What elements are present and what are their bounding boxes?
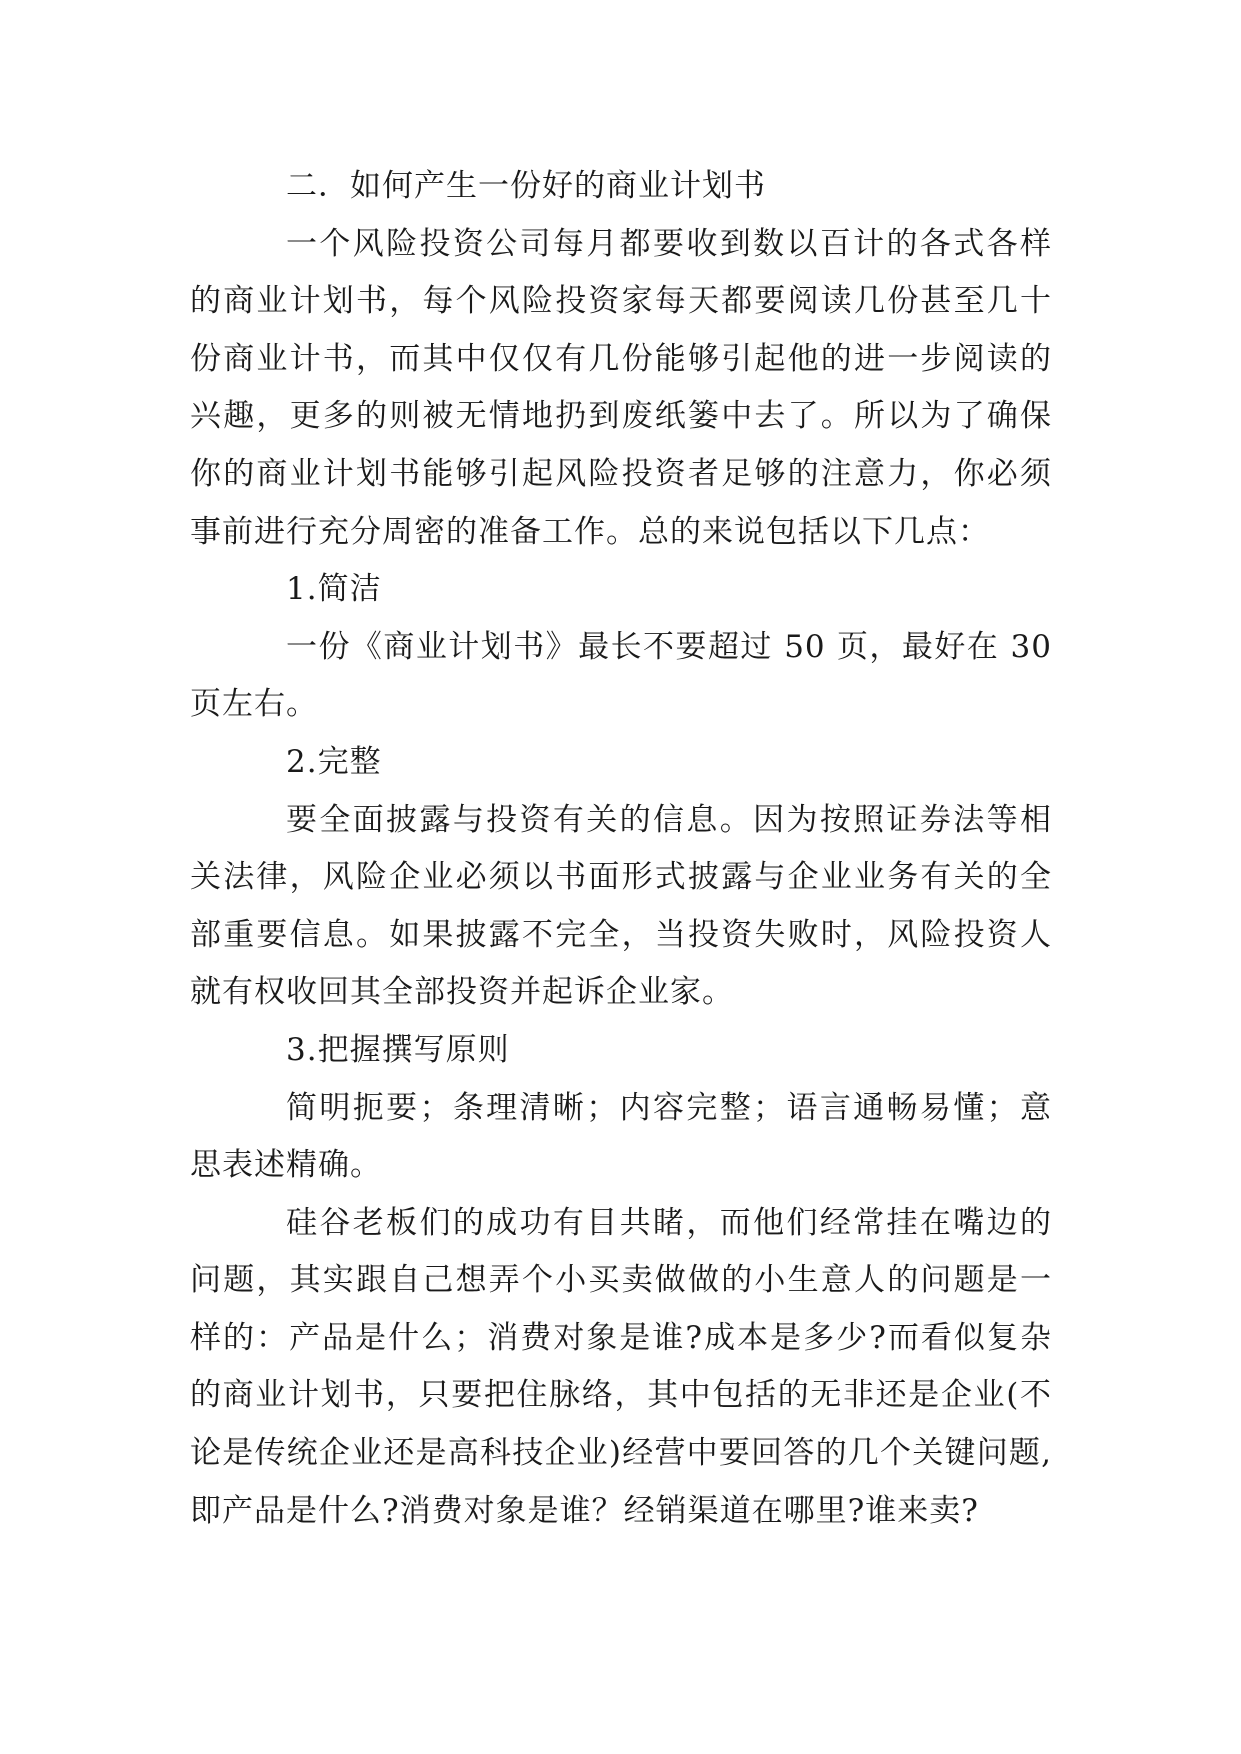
- closing-paragraph: 硅谷老板们的成功有目共睹，而他们经常挂在嘴边的问题，其实跟自己想弄个小买卖做做的小生意人的问题是一样的：产品是什么；消费对象是谁?成本是多少?而看似复杂的商业计划书，只要把住脉络，其中包括的无非还是企业(不论是传统企业还是高科技企业)经营中要回答的几个关键问题,即产品是什么?消费对象是谁？经销渠道在哪里?谁来卖?: [190, 1204, 1052, 1529]
- document-body: [190, 158, 1052, 1540]
- section-title: 二．如何产生一份好的商业计划书: [286, 168, 766, 204]
- point-body-3: 简明扼要；条理清晰；内容完整；语言通畅易懂；意思表述精确。: [190, 1089, 1052, 1184]
- point-heading-1: 1.简洁: [286, 571, 382, 608]
- point-heading-2: 2.完整: [286, 743, 382, 780]
- point-body-1: 一份《商业计划书》最长不要超过 50 页，最好在 30 页左右。: [190, 628, 1052, 723]
- point-heading-3: 3.把握撰写原则: [286, 1031, 510, 1068]
- intro-paragraph: 一个风险投资公司每月都要收到数以百计的各式各样的商业计划书，每个风险投资家每天都要阅读几份甚至几十份商业计书，而其中仅仅有几份能够引起他的进一步阅读的兴趣，更多的则被无情地扔到废纸篓中去了。所以为了确保你的商业计划书能够引起风险投资者足够的注意力，你必须事前进行充分周密的准备工作。总的来说包括以下几点：: [190, 225, 1052, 550]
- point-body-2: 要全面披露与投资有关的信息。因为按照证券法等相关法律，风险企业必须以书面形式披露与企业业务有关的全部重要信息。如果披露不完全，当投资失败时，风险投资人就有权收回其全部投资并起诉企业家。: [190, 801, 1052, 1011]
